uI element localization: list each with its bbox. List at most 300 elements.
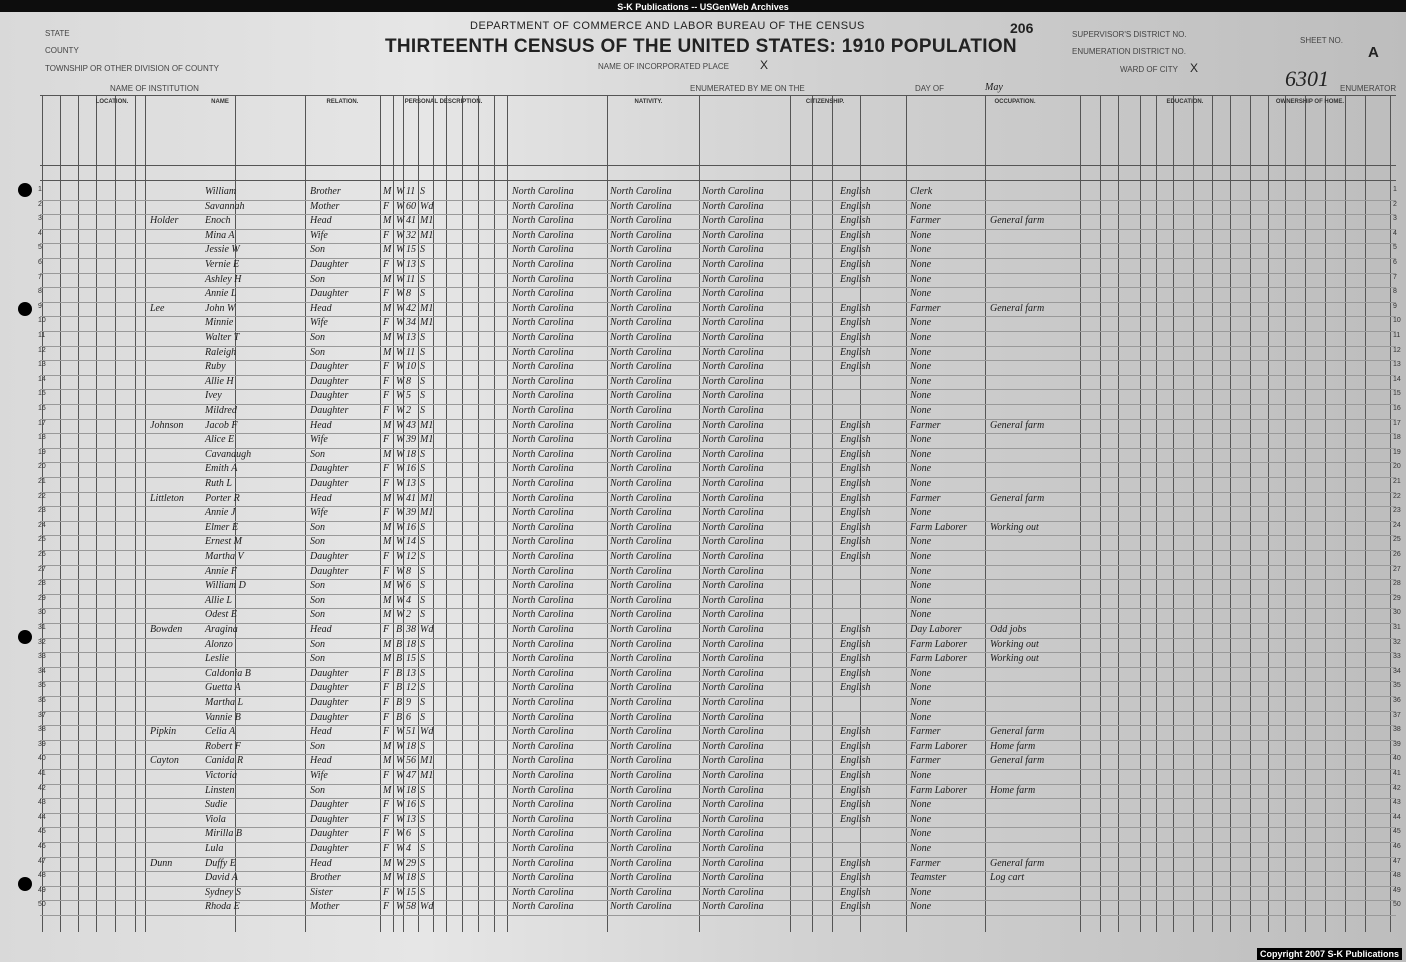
father-birthplace: North Carolina [610,259,672,270]
sex: M [383,215,392,227]
supervisor-label: SUPERVISOR'S DISTRICT NO. [1072,30,1187,39]
row-number: 43 [38,799,46,807]
age: 18 [406,740,416,752]
marital-status: Wd [420,901,434,913]
trade: None [910,609,932,621]
trade: None [910,273,932,285]
sex: F [383,697,390,708]
marital-status: S [420,653,425,665]
row-number: 46 [38,843,46,850]
race: B [396,653,403,665]
language: English [840,332,871,343]
given-name: Lula [205,843,224,854]
relation: Head [310,726,332,738]
binding-hole [18,183,32,197]
row-number-right: 34 [1393,667,1401,675]
sex: F [383,551,390,562]
marital-status: S [420,682,425,694]
marital-status: S [420,551,425,562]
birthplace: North Carolina [512,521,574,533]
department-heading: DEPARTMENT OF COMMERCE AND LABOR BUREAU OF THE CENSUS [470,20,865,32]
age: 6 [406,711,411,723]
language: English [840,259,871,270]
marital-status: S [420,740,425,752]
marital-status: S [420,711,425,723]
language: English [840,770,871,781]
column-group-heading: NATIVITY. [634,99,663,105]
sex: F [383,901,390,913]
age: 41 [406,492,416,504]
given-name: Mina A [205,229,235,241]
father-birthplace: North Carolina [610,346,672,358]
race: W [396,273,405,285]
row-number-right: 42 [1393,784,1401,792]
language: English [840,784,871,796]
sex: F [383,726,390,738]
grid-column-line [1390,95,1391,932]
industry: General farm [990,419,1045,431]
row-number: 27 [38,565,46,573]
sex: F [383,624,390,635]
given-name: Vannie B [205,711,241,723]
trade: None [910,229,932,241]
age: 9 [406,697,411,708]
sex: F [383,799,390,811]
language: English [840,229,871,241]
language: English [840,857,871,869]
age: 16 [406,799,416,811]
row-number-right: 21 [1393,478,1401,485]
birthplace: North Carolina [512,375,574,387]
binding-hole [18,877,32,891]
grid-column-line [1305,95,1306,932]
language: English [840,478,871,489]
row-number-right: 3 [1393,215,1397,223]
relation: Daughter [310,682,349,694]
row-number: 47 [38,857,46,865]
given-name: William [205,186,237,197]
language: English [840,682,871,694]
age: 15 [406,653,416,665]
sheet-letter: A [1368,44,1379,61]
language: English [840,244,871,256]
father-birthplace: North Carolina [610,448,672,460]
relation: Daughter [310,697,349,708]
given-name: William D [205,580,246,592]
surname: Bowden [150,624,183,635]
age: 6 [406,580,411,592]
race: W [396,565,405,577]
trade: Farm Laborer [910,740,968,752]
language: English [840,186,871,197]
trade: Clerk [910,186,933,197]
relation: Head [310,215,332,227]
ward-mark: X [1190,61,1199,75]
row-number-right: 2 [1393,200,1397,208]
state-label: STATE [45,29,70,38]
sex: F [383,405,390,416]
row-number-right: 49 [1393,886,1401,894]
birthplace: North Carolina [512,813,574,825]
enumeration-month: May [985,82,1003,93]
given-name: Caldonia B [205,667,251,679]
race: W [396,200,405,212]
sex: F [383,682,390,694]
row-number-right: 36 [1393,697,1401,704]
race: W [396,346,405,358]
row-number: 50 [38,901,46,909]
race: W [396,521,405,533]
race: W [396,361,405,373]
row-number: 15 [38,390,46,398]
row-number: 4 [38,229,42,237]
row-number-right: 27 [1393,565,1401,573]
age: 15 [406,244,416,256]
given-name: Martha V [205,551,244,562]
sex: M [383,536,392,548]
birthplace: North Carolina [512,843,574,854]
race: W [396,828,405,840]
age: 18 [406,448,416,460]
father-birthplace: North Carolina [610,361,672,373]
mother-birthplace: North Carolina [702,799,764,811]
mother-birthplace: North Carolina [702,375,764,387]
grid-header-line [40,165,1396,166]
marital-status: S [420,375,425,387]
mother-birthplace: North Carolina [702,726,764,738]
mother-birthplace: North Carolina [702,682,764,694]
sex: F [383,375,390,387]
age: 18 [406,784,416,796]
marital-status: S [420,609,425,621]
mother-birthplace: North Carolina [702,521,764,533]
mother-birthplace: North Carolina [702,872,764,884]
father-birthplace: North Carolina [610,857,672,869]
father-birthplace: North Carolina [610,390,672,402]
relation: Son [310,244,325,256]
row-line [40,915,1396,916]
sex: M [383,332,392,343]
age: 11 [406,273,416,285]
language: English [840,492,871,504]
row-number: 7 [38,273,42,281]
race: W [396,507,405,519]
marital-status: S [420,828,425,840]
sex: M [383,492,392,504]
relation: Daughter [310,813,349,825]
race: W [396,843,405,854]
given-name: Ruth L [205,478,232,489]
mother-birthplace: North Carolina [702,229,764,241]
sex: M [383,521,392,533]
column-group-heading: OCCUPATION. [994,99,1036,105]
language: English [840,551,871,562]
row-number: 13 [38,361,46,369]
row-number-right: 37 [1393,711,1401,719]
row-number: 22 [38,492,46,500]
row-number: 34 [38,667,46,675]
page-number: 206 [1010,20,1034,36]
sex: M [383,594,392,606]
grid-column-line [507,95,508,932]
row-number: 32 [38,638,46,646]
age: 32 [406,229,416,241]
industry: General farm [990,215,1045,227]
sheet-label: SHEET NO. [1300,36,1343,45]
row-number-right: 48 [1393,872,1401,880]
sex: F [383,288,390,300]
given-name: Rhoda E [205,901,240,913]
row-number: 41 [38,770,46,777]
father-birthplace: North Carolina [610,317,672,329]
marital-status: M1 [420,770,434,781]
industry: Home farm [990,740,1036,752]
industry: General farm [990,857,1045,869]
row-number-right: 11 [1393,332,1401,339]
marital-status: S [420,273,425,285]
row-number: 26 [38,551,46,558]
row-number: 49 [38,886,46,894]
birthplace: North Carolina [512,492,574,504]
industry: General farm [990,726,1045,738]
relation: Son [310,580,325,592]
publisher-bar [0,0,1406,12]
given-name: Ruby [205,361,226,373]
mother-birthplace: North Carolina [702,843,764,854]
given-name: Porter R [205,492,240,504]
row-number: 1 [38,186,42,193]
relation: Daughter [310,565,349,577]
row-number-right: 12 [1393,346,1401,354]
mother-birthplace: North Carolina [702,609,764,621]
row-number-right: 35 [1393,682,1401,690]
mother-birthplace: North Carolina [702,259,764,270]
birthplace: North Carolina [512,609,574,621]
father-birthplace: North Carolina [610,872,672,884]
birthplace: North Carolina [512,536,574,548]
age: 47 [406,770,416,781]
birthplace: North Carolina [512,361,574,373]
grid-column-line [380,95,381,932]
trade: None [910,478,932,489]
trade: None [910,536,932,548]
language: English [840,755,871,767]
row-number-right: 38 [1393,726,1401,734]
birthplace: North Carolina [512,478,574,489]
row-number-right: 19 [1393,448,1401,456]
row-number: 37 [38,711,46,719]
relation: Daughter [310,463,349,475]
race: W [396,901,405,913]
marital-status: M1 [420,302,434,314]
language: English [840,273,871,285]
marital-status: M1 [420,492,434,504]
trade: Farmer [910,419,941,431]
race: W [396,405,405,416]
industry: Odd jobs [990,624,1027,635]
row-number: 45 [38,828,46,836]
sex: F [383,843,390,854]
mother-birthplace: North Carolina [702,551,764,562]
mother-birthplace: North Carolina [702,186,764,197]
sex: F [383,361,390,373]
day-of-label: DAY OF [915,84,945,93]
grid-column-line [1268,95,1269,932]
race: B [396,638,403,650]
row-number-right: 30 [1393,609,1401,617]
mother-birthplace: North Carolina [702,813,764,825]
race: B [396,667,403,679]
row-number-right: 23 [1393,507,1401,515]
father-birthplace: North Carolina [610,492,672,504]
father-birthplace: North Carolina [610,565,672,577]
age: 16 [406,463,416,475]
trade: None [910,405,932,416]
language: English [840,536,871,548]
row-number-right: 6 [1393,259,1397,266]
given-name: Cavanaugh [205,448,252,460]
age: 29 [406,857,416,869]
row-number: 21 [38,478,46,485]
grid-column-line [135,95,136,932]
birthplace: North Carolina [512,259,574,270]
birthplace: North Carolina [512,770,574,781]
given-name: Enoch [205,215,231,227]
given-name: Mildred [205,405,237,416]
race: W [396,259,405,270]
grid-column-line [1212,95,1213,932]
relation: Daughter [310,361,349,373]
race: W [396,463,405,475]
relation: Son [310,521,325,533]
age: 51 [406,726,416,738]
row-number: 28 [38,580,46,588]
father-birthplace: North Carolina [610,463,672,475]
marital-status: S [420,244,425,256]
age: 56 [406,755,416,767]
mother-birthplace: North Carolina [702,288,764,300]
publisher-line: S-K Publications -- USGenWeb Archives [617,2,789,12]
row-number-right: 17 [1393,419,1401,427]
father-birthplace: North Carolina [610,638,672,650]
relation: Head [310,492,332,504]
age: 42 [406,302,416,314]
relation: Son [310,609,325,621]
age: 43 [406,419,416,431]
row-number: 20 [38,463,46,471]
trade: None [910,667,932,679]
row-number-right: 5 [1393,244,1397,252]
age: 34 [406,317,416,329]
column-group-heading: NAME [211,99,229,105]
age: 11 [406,186,416,197]
birthplace: North Carolina [512,448,574,460]
trade: None [910,463,932,475]
surname: Pipkin [150,726,177,738]
row-number-right: 25 [1393,536,1401,544]
father-birthplace: North Carolina [610,200,672,212]
relation: Son [310,740,325,752]
birthplace: North Carolina [512,551,574,562]
grid-column-line [145,95,146,932]
sex: M [383,638,392,650]
trade: Farm Laborer [910,784,968,796]
relation: Daughter [310,259,349,270]
sex: M [383,755,392,767]
relation: Head [310,755,332,767]
father-birthplace: North Carolina [610,507,672,519]
sex: F [383,565,390,577]
given-name: Alice E [205,434,235,446]
marital-status: S [420,346,425,358]
age: 60 [406,200,416,212]
marital-status: Wd [420,200,434,212]
industry: General farm [990,755,1045,767]
grid-column-line [1325,95,1326,932]
trade: Teamster [910,872,947,884]
language: English [840,726,871,738]
row-number-right: 22 [1393,492,1401,500]
age: 38 [406,624,416,635]
sex: F [383,886,390,898]
trade: None [910,317,932,329]
age: 12 [406,682,416,694]
race: W [396,770,405,781]
grid-column-line [494,95,495,932]
mother-birthplace: North Carolina [702,200,764,212]
grid-column-line [1250,95,1251,932]
age: 13 [406,667,416,679]
birthplace: North Carolina [512,346,574,358]
birthplace: North Carolina [512,215,574,227]
birthplace: North Carolina [512,594,574,606]
sex: M [383,653,392,665]
age: 14 [406,536,416,548]
census-title: THIRTEENTH CENSUS OF THE UNITED STATES: 1910 POPULATION [385,36,1017,57]
trade: Farmer [910,755,941,767]
trade: None [910,200,932,212]
industry: General farm [990,492,1045,504]
trade: None [910,244,932,256]
surname: Littleton [150,492,184,504]
relation: Daughter [310,375,349,387]
grid-column-line [305,95,306,932]
industry: Working out [990,638,1039,650]
mother-birthplace: North Carolina [702,507,764,519]
race: W [396,302,405,314]
race: W [396,288,405,300]
age: 5 [406,390,411,402]
father-birthplace: North Carolina [610,609,672,621]
grid-column-line [115,95,116,932]
marital-status: S [420,536,425,548]
age: 13 [406,259,416,270]
relation: Head [310,624,332,635]
row-number-right: 26 [1393,551,1401,558]
birthplace: North Carolina [512,434,574,446]
father-birthplace: North Carolina [610,215,672,227]
marital-status: M1 [420,434,434,446]
trade: Farmer [910,726,941,738]
given-name: Duffy E [205,857,236,869]
language: English [840,624,871,635]
birthplace: North Carolina [512,697,574,708]
age: 18 [406,638,416,650]
relation: Wife [310,229,328,241]
grid-column-line [462,95,463,932]
row-number: 11 [38,332,46,339]
grid-column-line [906,95,907,932]
